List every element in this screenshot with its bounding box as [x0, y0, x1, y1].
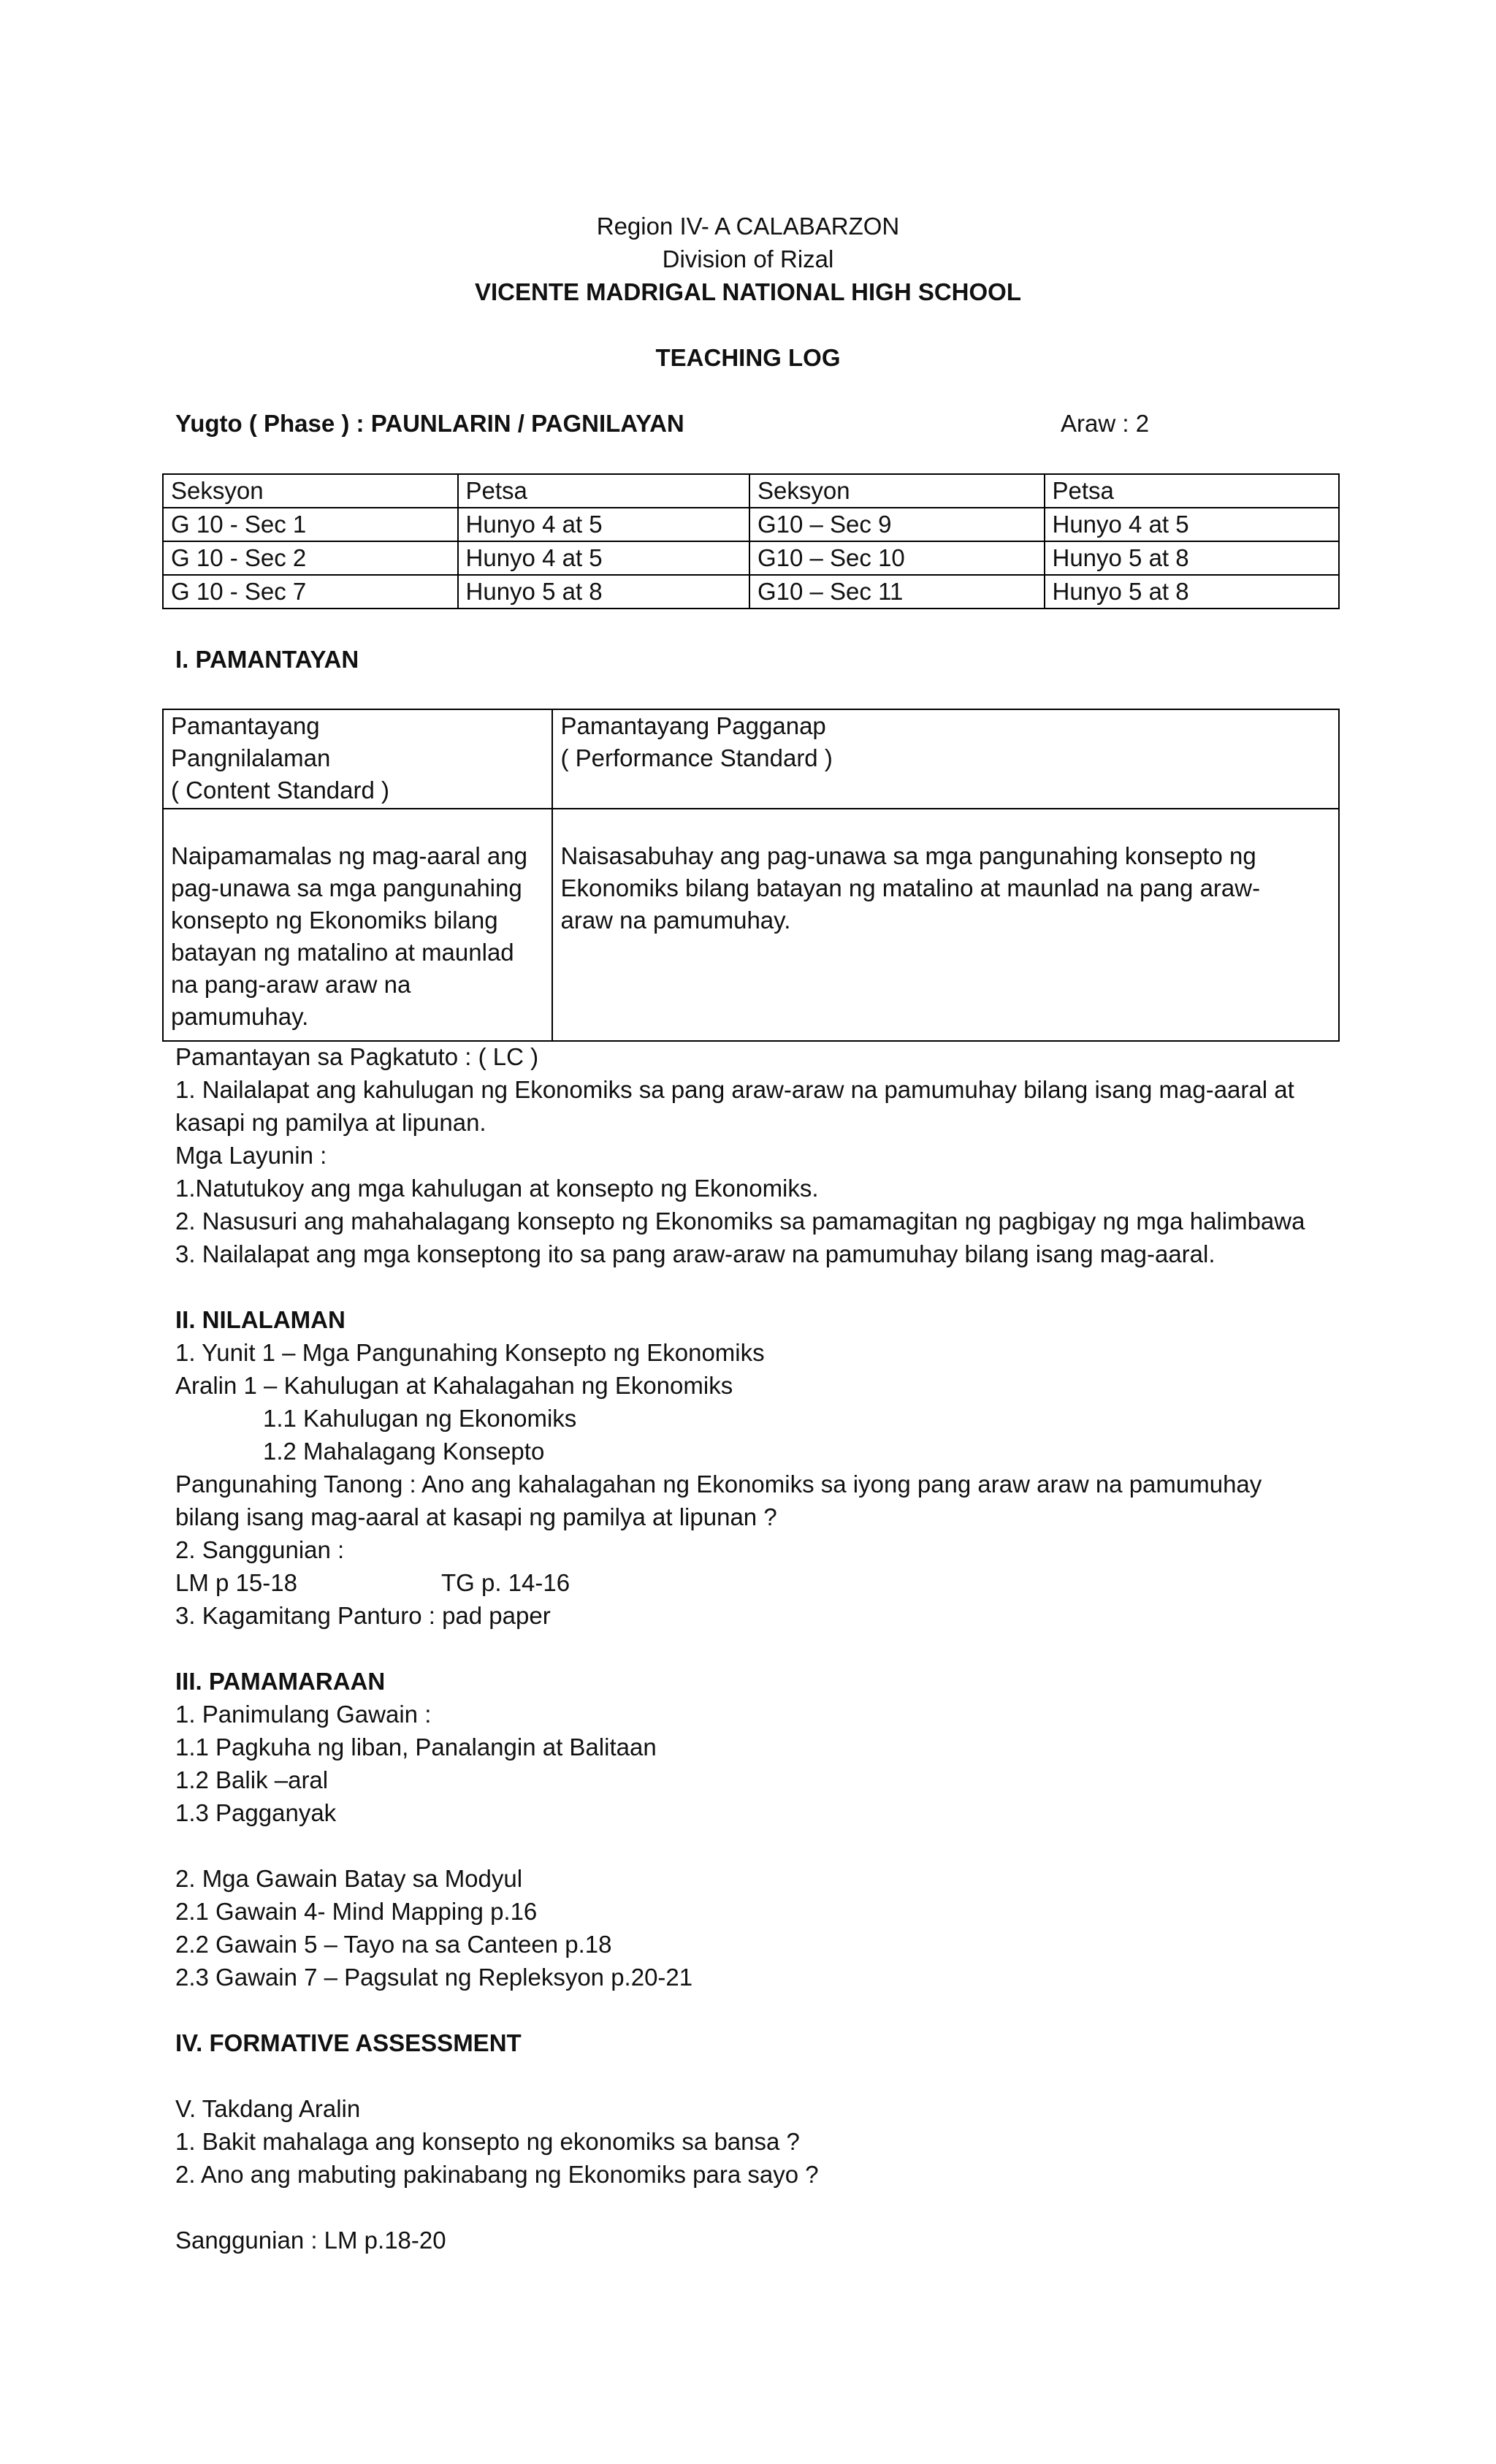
content-line: Naipamamalas ng mag-aaral ang: [171, 842, 527, 869]
homework-question: 2. Ano ang mabuting pakinabang ng Ekonomiks para sayo ?: [175, 2161, 819, 2188]
lc-line: kasapi ng pamilya at lipunan.: [175, 1109, 486, 1136]
table-cell: Hunyo 5 at 8: [1045, 575, 1340, 609]
day-label: Araw : 2: [1061, 410, 1150, 437]
procedure-line: 2.3 Gawain 7 – Pagsulat ng Repleksyon p.20-21: [175, 1964, 693, 1991]
assessment-heading: IV. FORMATIVE ASSESSMENT: [175, 2029, 522, 2056]
log-title: TEACHING LOG: [655, 344, 841, 371]
perf-line: Naisasabuhay ang pag-unawa sa mga pangunahing konsepto ng: [560, 842, 1256, 869]
table-cell: G 10 - Sec 7: [163, 575, 458, 609]
standards-header-row: [163, 709, 1339, 809]
header-cell: Petsa: [458, 474, 749, 508]
header-cell: Seksyon: [163, 474, 458, 508]
lesson-line: Aralin 1 – Kahulugan at Kahalagahan ng Ekonomiks: [175, 1372, 733, 1399]
standards-body-row: [163, 809, 1339, 1041]
objectives-label: Mga Layunin :: [175, 1142, 327, 1169]
schedule-table: [162, 473, 1340, 609]
schedule-header-row: [163, 474, 1339, 508]
content-head-line: Pangnilalaman: [171, 744, 331, 771]
content-line: na pang-araw araw na: [171, 971, 411, 998]
header-cell: Petsa: [1045, 474, 1340, 508]
materials-line: 3. Kagamitang Panturo : pad paper: [175, 1602, 551, 1629]
content-line: pamumuhay.: [171, 1003, 309, 1030]
perf-line: araw na pamumuhay.: [560, 907, 791, 934]
pamamaraan-heading: III. PAMAMARAAN: [175, 1668, 386, 1695]
lc-line: 1. Nailalapat ang kahulugan ng Ekonomiks sa pang araw-araw na pamumuhay bilang isang mag-aaral at: [175, 1076, 1294, 1103]
homework-reference: Sanggunian : LM p.18-20: [175, 2227, 446, 2254]
table-cell: Hunyo 4 at 5: [458, 508, 749, 541]
table-cell: G 10 - Sec 2: [163, 541, 458, 575]
perf-line: Ekonomiks bilang batayan ng matalino at maunlad na pang araw-: [560, 874, 1261, 901]
objective-item: 1.Natutukoy ang mga kahulugan at konsepto ng Ekonomiks.: [175, 1175, 819, 1202]
content-line: konsepto ng Ekonomiks bilang: [171, 907, 498, 934]
table-cell: Hunyo 5 at 8: [458, 575, 749, 609]
procedure-line: 2.2 Gawain 5 – Tayo na sa Canteen p.18: [175, 1931, 612, 1958]
nilalaman-heading: II. NILALAMAN: [175, 1306, 346, 1333]
schedule-row: [163, 575, 1339, 609]
procedure-line: 1. Panimulang Gawain :: [175, 1701, 432, 1728]
homework-question: 1. Bakit mahalaga ang konsepto ng ekonomiks sa bansa ?: [175, 2128, 800, 2155]
references-label: 2. Sanggunian :: [175, 1536, 345, 1563]
content-line: pag-unawa sa mga pangunahing: [171, 874, 522, 901]
takdang-heading: V. Takdang Aralin: [175, 2095, 361, 2122]
procedure-line: 1.3 Pagganyak: [175, 1799, 337, 1826]
procedure-line: 2. Mga Gawain Batay sa Modyul: [175, 1865, 523, 1892]
content-standard-text: [163, 809, 552, 1041]
table-cell: Hunyo 4 at 5: [458, 541, 749, 575]
content-head-line: ( Content Standard ): [171, 777, 389, 804]
table-cell: G10 – Sec 11: [749, 575, 1045, 609]
school-name: VICENTE MADRIGAL NATIONAL HIGH SCHOOL: [474, 278, 1021, 305]
table-cell: G10 – Sec 9: [749, 508, 1045, 541]
question-line: bilang isang mag-aaral at kasapi ng pamilya at lipunan ?: [175, 1503, 777, 1530]
region-line: Region IV- A CALABARZON: [596, 213, 900, 240]
procedure-line: 1.2 Balik –aral: [175, 1766, 329, 1793]
procedure-line: 2.1 Gawain 4- Mind Mapping p.16: [175, 1898, 538, 1925]
lc-label: Pamantayan sa Pagkatuto : ( LC ): [175, 1043, 539, 1070]
content-standard-header: [163, 709, 552, 809]
subtopic-line: 1.1 Kahulugan ng Ekonomiks: [263, 1405, 577, 1432]
objective-item: 3. Nailalapat ang mga konseptong ito sa pang araw-araw na pamumuhay bilang isang mag-aaral.: [175, 1240, 1216, 1267]
table-cell: G10 – Sec 10: [749, 541, 1045, 575]
performance-standard-header: [552, 709, 1339, 809]
content-head-line: Pamantayang: [171, 712, 320, 739]
unit-line: 1. Yunit 1 – Mga Pangunahing Konsepto ng Ekonomiks: [175, 1339, 765, 1366]
table-cell: G 10 - Sec 1: [163, 508, 458, 541]
content-line: batayan ng matalino at maunlad: [171, 939, 514, 966]
objective-item: 2. Nasusuri ang mahahalagang konsepto ng Ekonomiks sa pamamagitan ng pagbigay ng mga halimbawa: [175, 1208, 1305, 1235]
phase-label: Yugto ( Phase ) : PAUNLARIN / PAGNILAYAN: [175, 410, 684, 437]
perf-head-line: Pamantayang Pagganap: [560, 712, 826, 739]
table-cell: Hunyo 5 at 8: [1045, 541, 1340, 575]
reference-lm: LM p 15-18: [175, 1569, 297, 1596]
schedule-row: [163, 541, 1339, 575]
schedule-row: [163, 508, 1339, 541]
table-cell: Hunyo 4 at 5: [1045, 508, 1340, 541]
reference-tg: TG p. 14-16: [441, 1569, 570, 1596]
header-cell: Seksyon: [749, 474, 1045, 508]
question-line: Pangunahing Tanong : Ano ang kahalagahan ng Ekonomiks sa iyong pang araw araw na pamumuhay: [175, 1471, 1262, 1498]
procedure-line: 1.1 Pagkuha ng liban, Panalangin at Balitaan: [175, 1733, 657, 1761]
standards-table: [162, 709, 1340, 1042]
performance-standard-text: [552, 809, 1339, 1041]
pamantayan-heading: I. PAMANTAYAN: [175, 646, 359, 673]
subtopic-line: 1.2 Mahalagang Konsepto: [263, 1438, 545, 1465]
perf-head-line: ( Performance Standard ): [560, 744, 833, 771]
division-line: Division of Rizal: [662, 245, 834, 272]
